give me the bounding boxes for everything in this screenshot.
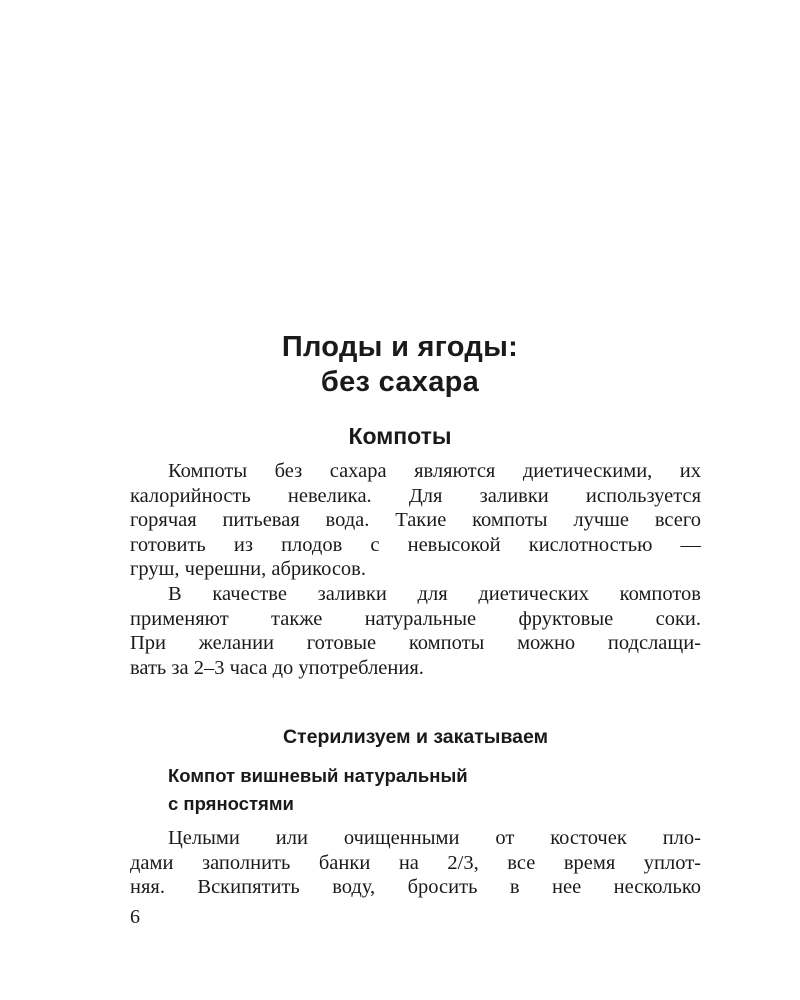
recipe-title — [168, 762, 668, 818]
chapter-title — [130, 330, 670, 400]
subsection-title: Стерилизуем и закатываем — [282, 726, 549, 748]
chapter-title-line-2: без сахара — [320, 366, 480, 398]
recipe-text-line: дами заполнить банки на 2/3, все время уплот- — [130, 851, 701, 874]
paragraph-2-line: В качестве заливки для диетических компотов — [168, 582, 701, 605]
paragraph-1-line: горячая питьевая вода. Такие компоты лучше всего — [130, 509, 701, 532]
paragraph-1-line: готовить из плодов с невысокой кислотностью — — [130, 533, 701, 556]
recipe-title-line-1: Компот вишневый натуральный — [168, 765, 468, 786]
recipe-title-line-2: с пряностями — [168, 793, 294, 814]
section-intro-text — [130, 459, 701, 680]
paragraph-1-line: калорийность невелика. Для заливки используется — [130, 484, 701, 507]
recipe-text — [130, 826, 701, 900]
page-number: 6 — [130, 906, 140, 928]
chapter-title-line-1: Плоды и ягоды: — [281, 331, 519, 363]
paragraph-2-line: вать за 2–3 часа до употребления. — [130, 656, 424, 679]
paragraph-2-line: При желании готовые компоты можно подслащи- — [130, 632, 701, 655]
paragraph-2-line: применяют также натуральные фруктовые соки. — [130, 607, 701, 630]
paragraph-1-line: Компоты без сахара являются диетическими, их — [168, 460, 701, 482]
recipe-text-line: няя. Вскипятить воду, бросить в нее несколько — [130, 876, 701, 899]
recipe-text-line: Целыми или очищенными от косточек пло- — [168, 827, 701, 849]
section-title: Компоты — [348, 423, 452, 449]
paragraph-1-line: груш, черешни, абрикосов. — [130, 558, 366, 581]
